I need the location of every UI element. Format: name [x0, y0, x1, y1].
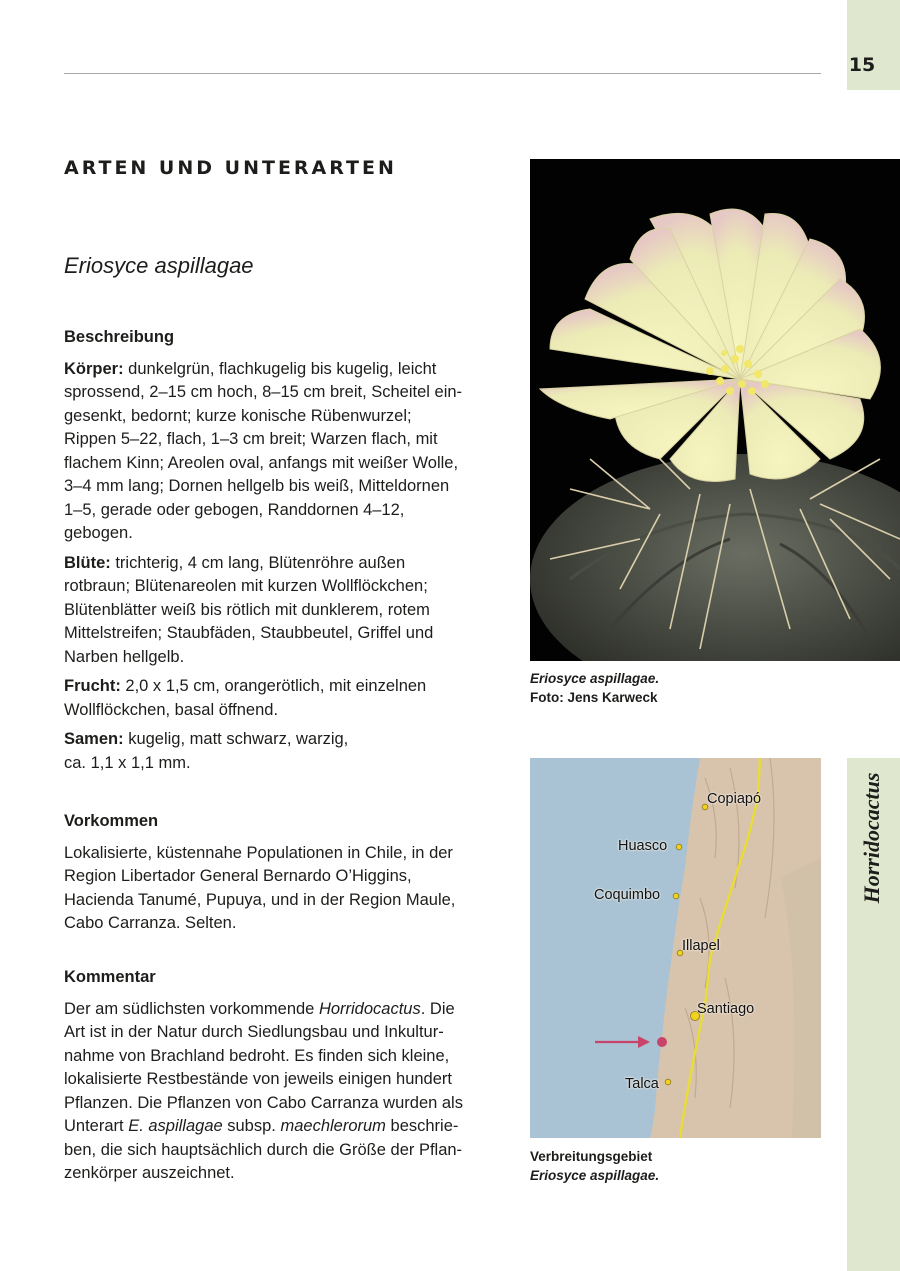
bluete-line: Narben hellgelb.: [64, 647, 185, 666]
bluete-line: rotbraun; Blütenareolen mit kurzen Wollflöckchen;: [64, 577, 428, 595]
koerper-line: 3–4 mm lang; Dornen hellgelb bis weiß, Mitteldornen: [64, 477, 450, 495]
kommentar-genus: Horridocactus: [318, 999, 421, 1018]
bluete-paragraph: [64, 552, 484, 670]
kommentar-text: Der am südlichsten vorkommende: [64, 999, 319, 1018]
page-number: 15: [848, 54, 876, 76]
map-caption: [530, 1147, 830, 1185]
koerper-line: gesenkt, bedornt; kurze konische Rübenwurzel;: [64, 406, 412, 425]
vorkommen-line: Region Libertador General Bernardo O’Higgins,: [64, 867, 412, 885]
samen-line: kugelig, matt schwarz, warzig,: [123, 730, 349, 748]
photo-caption-species: Eriosyce aspillagae.: [530, 671, 660, 686]
samen-line: ca. 1,1 x 1,1 mm.: [64, 753, 191, 772]
map-caption-title: Verbreitungsgebiet: [530, 1149, 653, 1164]
kommentar-text: zenkörper auszeichnet.: [64, 1164, 235, 1182]
koerper-line: flachem Kinn; Areolen oval, anfangs mit weißer Wolle,: [64, 453, 459, 472]
koerper-line: Rippen 5–22, flach, 1–3 cm breit; Warzen flach, mit: [64, 430, 438, 448]
koerper-label: Körper:: [64, 359, 124, 378]
samen-label: Samen:: [64, 730, 124, 748]
map-label-talca: Talca: [625, 1076, 659, 1092]
frucht-line: 2,0 x 1,5 cm, orangerötlich, mit einzelnen: [120, 677, 427, 695]
kommentar-species: E. aspillagae: [128, 1117, 223, 1135]
map-caption-species: Eriosyce aspillagae.: [530, 1168, 660, 1183]
kommentar-text: beschrie-: [385, 1117, 459, 1135]
kommentar-text: . Die: [420, 999, 455, 1018]
map-label-huasco: Huasco: [618, 838, 668, 854]
kommentar-section: [64, 966, 484, 1186]
frucht-line: Wollflöckchen, basal öffnend.: [64, 700, 279, 719]
vorkommen-heading: Vorkommen: [64, 812, 159, 830]
bluete-label: Blüte:: [64, 553, 111, 572]
map-label-illapel: Illapel: [682, 938, 720, 954]
bluete-line: trichterig, 4 cm lang, Blütenröhre außen: [110, 553, 406, 572]
map-label-santiago: Santiago: [697, 1001, 755, 1017]
koerper-line: gebogen.: [64, 524, 133, 542]
vorkommen-line: Cabo Carranza. Selten.: [64, 914, 237, 932]
koerper-line: 1–5, gerade oder gebogen, Randdornen 4–12,: [64, 500, 405, 519]
photo-caption: [530, 669, 830, 707]
vorkommen-paragraph: [64, 842, 484, 936]
map-label-copiapo: Copiapó: [707, 791, 762, 807]
photo-caption-credit: Foto: Jens Karweck: [530, 690, 658, 705]
kommentar-subspecies: maechlerorum: [280, 1117, 386, 1135]
koerper-line: dunkelgrün, flachkugelig bis kugelig, leicht: [123, 359, 437, 378]
kommentar-text: nahme von Brachland bedroht. Es finden sich kleine,: [64, 1046, 450, 1065]
vorkommen-section: [64, 810, 484, 936]
kommentar-text: ben, die sich hauptsächlich durch die Größe der Pflan-: [64, 1140, 463, 1159]
bluete-line: Mittelstreifen; Staubfäden, Staubbeutel, Griffel und: [64, 624, 434, 642]
kommentar-heading: Kommentar: [64, 968, 156, 986]
map-label-coquimbo: Coquimbo: [594, 887, 661, 903]
description-section: [64, 326, 484, 775]
kommentar-text: Art ist in der Natur durch Siedlungsbau und Inkultur-: [64, 1023, 444, 1041]
frucht-label: Frucht:: [64, 677, 121, 695]
section-heading: ARTEN UND UNTERARTEN: [64, 157, 397, 179]
frucht-paragraph: [64, 675, 484, 722]
header-rule: [64, 73, 821, 74]
kommentar-text: lokalisierte Restbestände von jeweils einigen hundert: [64, 1070, 452, 1088]
cactus-flower-photo: [530, 159, 900, 661]
koerper-line: sprossend, 2–15 cm hoch, 8–15 cm breit, Scheitel ein-: [64, 383, 463, 401]
koerper-paragraph: [64, 358, 484, 546]
kommentar-text: Unterart: [64, 1117, 129, 1135]
kommentar-text: Pflanzen. Die Pflanzen von Cabo Carranza wurden als: [64, 1093, 463, 1112]
vorkommen-line: Hacienda Tanumé, Pupuya, und in der Region Maule,: [64, 890, 456, 909]
species-title: Eriosyce aspillagae: [64, 253, 254, 278]
vorkommen-line: Lokalisierte, küstennahe Populationen in Chile, in der: [64, 843, 453, 862]
samen-paragraph: [64, 728, 484, 775]
distribution-map: [530, 758, 821, 1138]
kommentar-text: subsp.: [222, 1117, 281, 1135]
bluete-line: Blütenblätter weiß bis rötlich mit dunklerem, rotem: [64, 600, 430, 619]
description-heading: Beschreibung: [64, 328, 175, 346]
genus-tab: Horridocactus: [859, 772, 884, 904]
kommentar-paragraph: [64, 998, 484, 1186]
